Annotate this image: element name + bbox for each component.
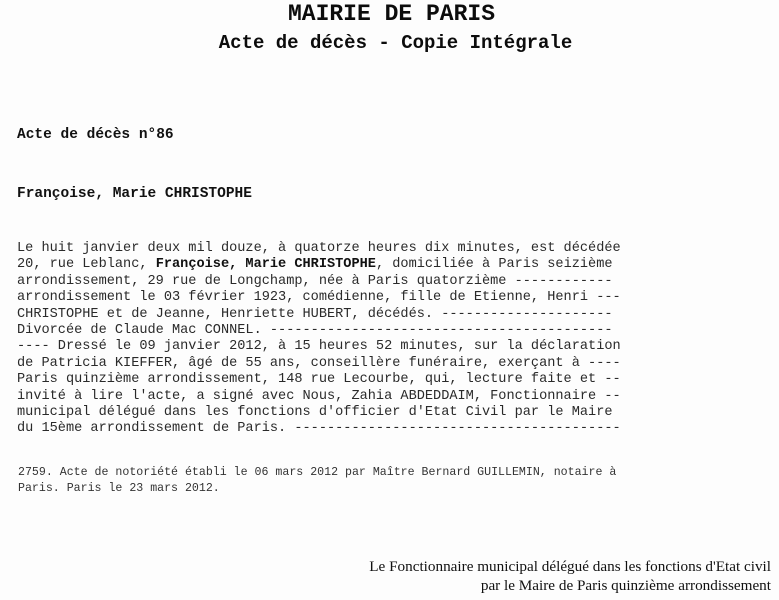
- body-line-5: CHRISTOPHE et de Jeanne, Henriette HUBERT, décédés. ---------------------: [17, 306, 613, 322]
- signature-block: [251, 557, 771, 595]
- body-line-2-end: , domiciliée à Paris seizième: [375, 257, 613, 273]
- body-line-10: invité à lire l'acte, a signé avec Nous, Zahia ABDEDDAIM, Fonctionnaire --: [17, 388, 621, 404]
- signature-line-1: Le Fonctionnaire municipal délégué dans les fonctions d'Etat civil: [369, 558, 771, 575]
- marginal-note: [18, 465, 738, 497]
- acte-body: [17, 241, 685, 438]
- body-line-6: Divorcée de Claude Mac CONNEL. ------------------------------------------: [17, 322, 613, 338]
- body-line-11: municipal délégué dans les fonctions d'officier d'Etat Civil par le Maire: [17, 404, 613, 420]
- note-line-2: Paris. Paris le 23 mars 2012.: [18, 482, 220, 495]
- body-line-3: arrondissement, 29 rue de Longchamp, née à Paris quatorzième ------------: [17, 273, 613, 289]
- body-line-2-name: Françoise, Marie CHRISTOPHE: [155, 257, 376, 273]
- body-line-2: [17, 257, 685, 273]
- deceased-name: Françoise, Marie CHRISTOPHE: [17, 186, 252, 202]
- body-line-2-start: 20, rue Leblanc,: [17, 257, 156, 273]
- document-title: MAIRIE DE PARIS: [287, 1, 496, 27]
- body-line-8: de Patricia KIEFFER, âgé de 55 ans, conseillère funéraire, exerçant à ----: [17, 355, 621, 371]
- body-line-4: arrondissement le 03 février 1923, comédienne, fille de Etienne, Henri ---: [17, 290, 621, 306]
- note-line-1: 2759. Acte de notoriété établi le 06 mars 2012 par Maître Bernard GUILLEMIN, notaire à: [18, 466, 617, 479]
- document-subtitle: Acte de décès - Copie Intégrale: [218, 32, 573, 54]
- signature-line-2: par le Maire de Paris quinzième arrondissement: [480, 577, 771, 594]
- body-line-1: Le huit janvier deux mil douze, à quatorze heures dix minutes, est décédée: [17, 241, 621, 256]
- body-line-9: Paris quinzième arrondissement, 148 rue Lecourbe, qui, lecture faite et --: [17, 372, 621, 388]
- body-line-7: ---- Dressé le 09 janvier 2012, à 15 heures 52 minutes, sur la déclaration: [17, 339, 621, 355]
- body-line-12: du 15ème arrondissement de Paris. ----------------------------------------: [17, 421, 621, 437]
- acte-number: Acte de décès n°86: [17, 127, 174, 143]
